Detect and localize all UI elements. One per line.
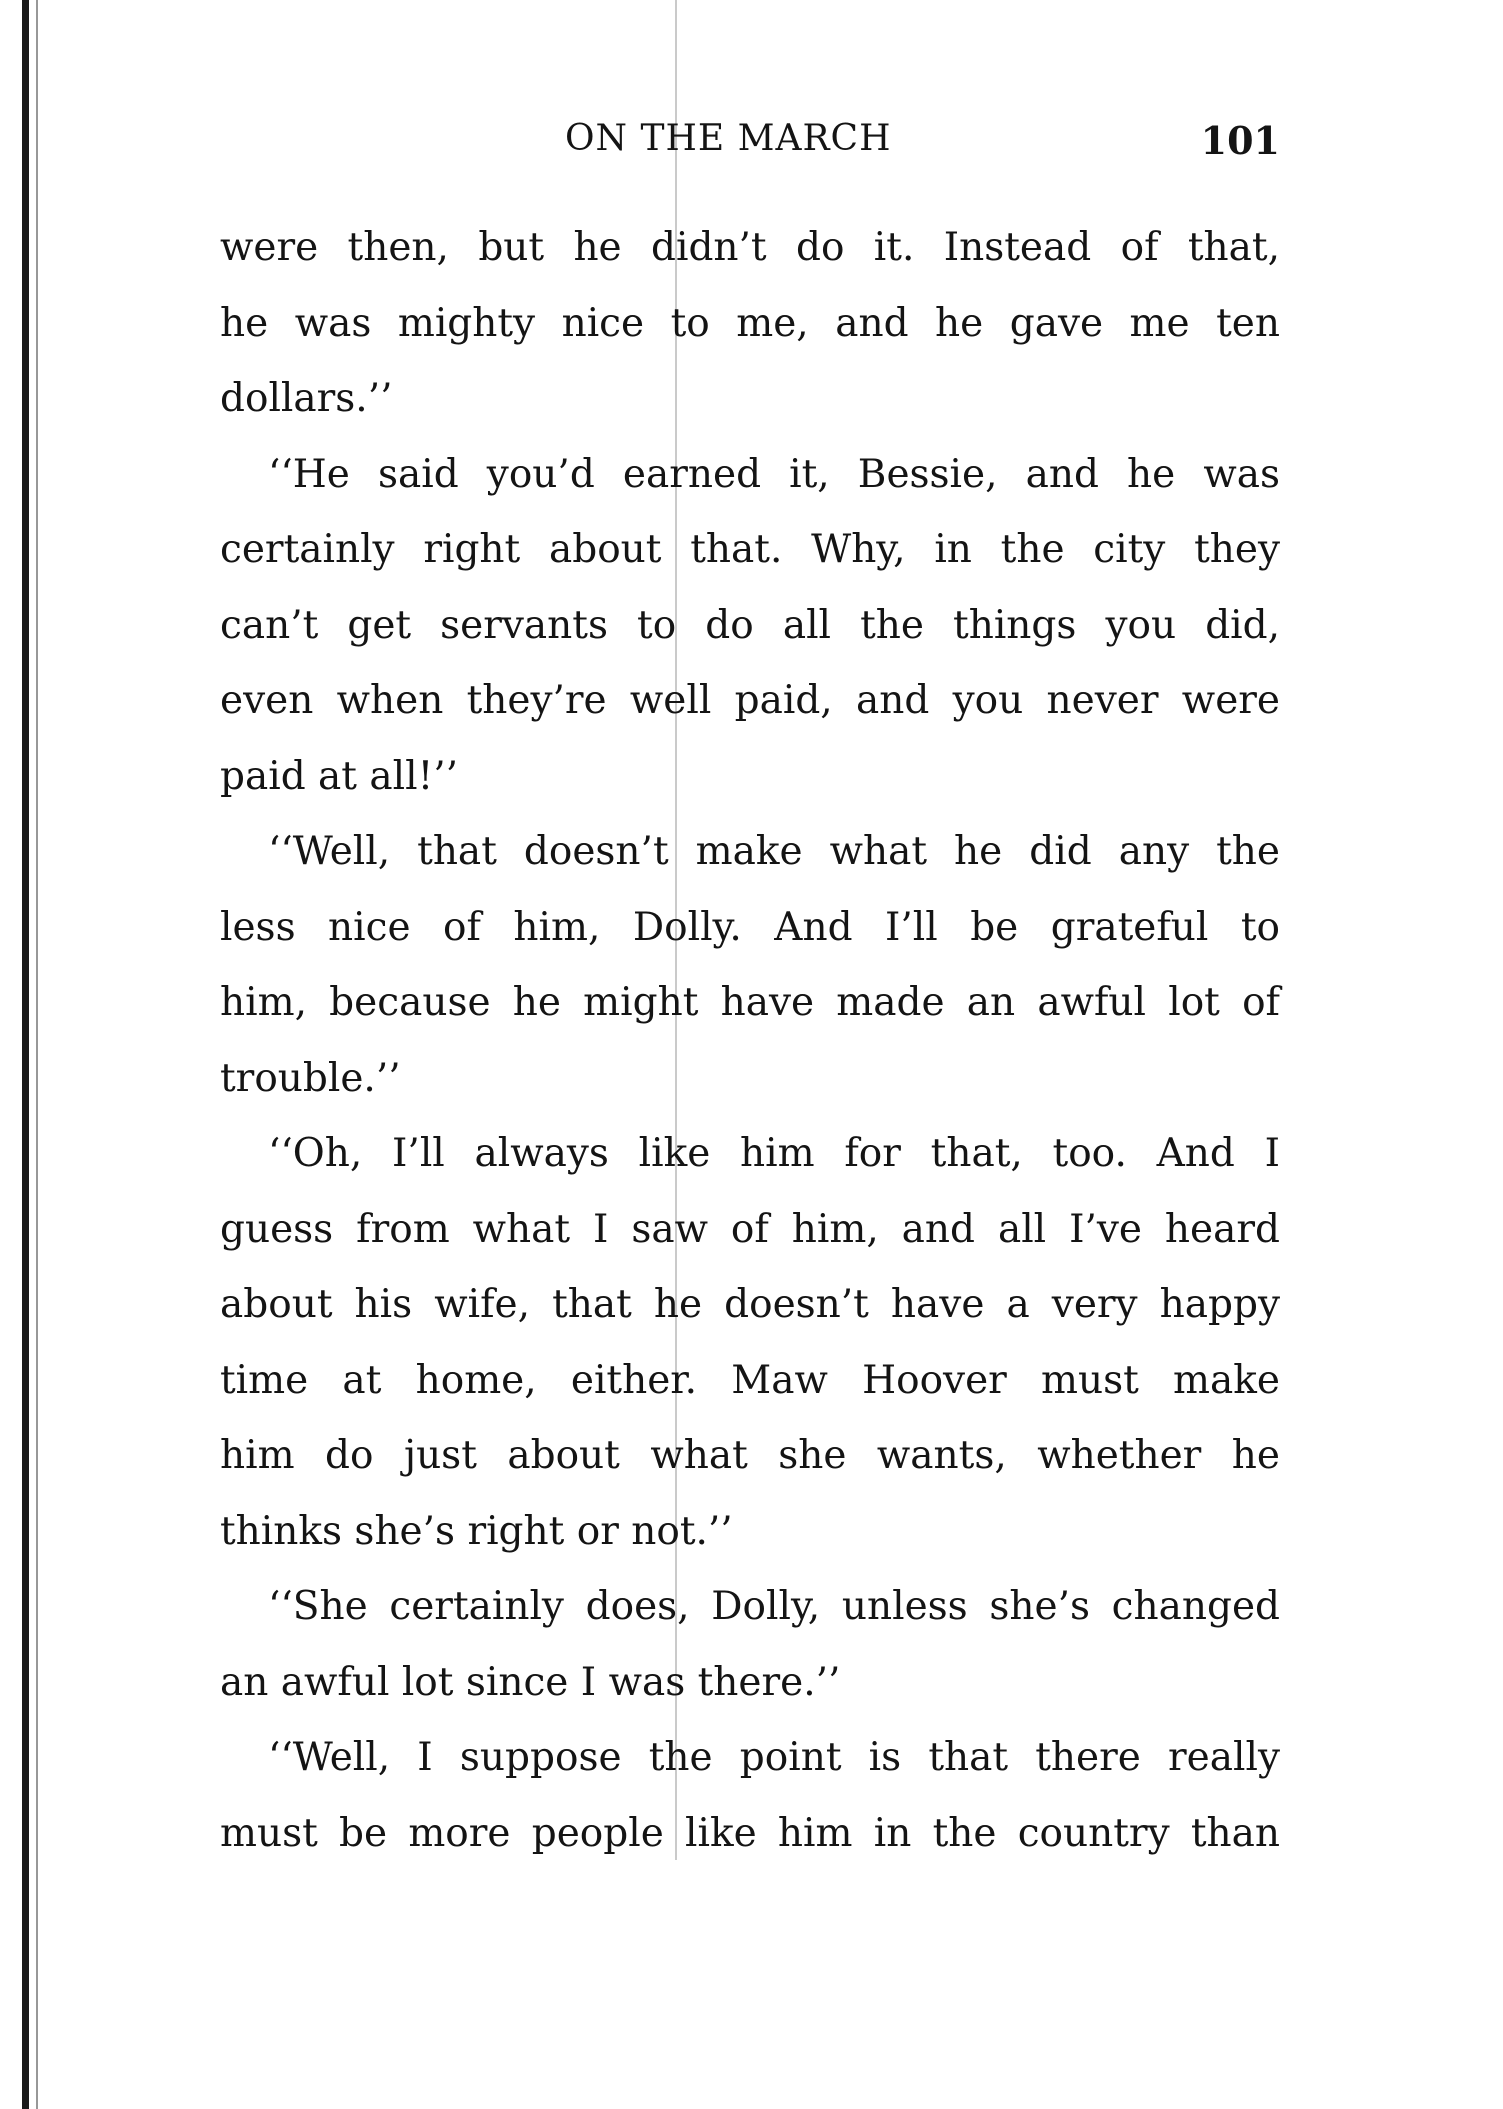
text-line: time at home, either. Maw Hoover must make (220, 1357, 1280, 1403)
text-line: an awful lot since I was there.’’ (220, 1659, 841, 1705)
text-line: can’t get servants to do all the things you did, (220, 602, 1280, 648)
binding-edge (22, 0, 29, 2109)
text-line: ‘‘She certainly does, Dolly, unless she’s changed (268, 1584, 1280, 1629)
binding-edge-shadow (36, 0, 38, 2109)
page-header (220, 118, 1280, 178)
text-line: certainly right about that. Why, in the city they (220, 527, 1280, 572)
text-line: about his wife, that he doesn’t have a very happy (220, 1282, 1280, 1327)
text-line: he was mighty nice to me, and he gave me ten (220, 300, 1280, 346)
text-line: ‘‘Well, that doesn’t make what he did any the (268, 829, 1280, 874)
text-line: ‘‘Well, I suppose the point is that there really (268, 1735, 1280, 1780)
text-line: guess from what I saw of him, and all I’ve heard (220, 1206, 1280, 1252)
text-line: thinks she’s right or not.’’ (220, 1508, 733, 1554)
body-text (220, 210, 1280, 1871)
text-line: must be more people like him in the country than (220, 1810, 1280, 1856)
text-line: even when they’re well paid, and you never were (220, 678, 1280, 723)
text-line: him do just about what she wants, whether he (220, 1433, 1280, 1478)
text-line: dollars.’’ (220, 376, 393, 421)
text-line: less nice of him, Dolly. And I’ll be grateful to (220, 904, 1280, 950)
text-line: paid at all!’’ (220, 753, 459, 799)
text-line: ‘‘He said you’d earned it, Bessie, and he was (268, 451, 1280, 497)
text-line: trouble.’’ (220, 1055, 401, 1101)
running-head: ON THE MARCH (565, 118, 892, 159)
text-line: were then, but he didn’t do it. Instead of that, (220, 225, 1280, 270)
page-number: 101 (1200, 118, 1280, 163)
text-line: him, because he might have made an awful lot of (220, 980, 1280, 1025)
text-line: ‘‘Oh, I’ll always like him for that, too. And I (268, 1131, 1280, 1176)
